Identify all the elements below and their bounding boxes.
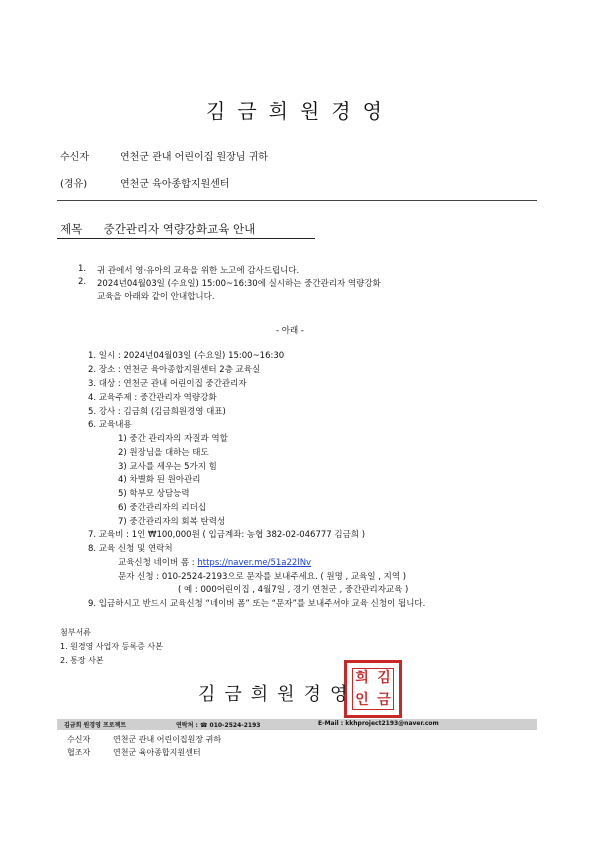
detail-item-9: 9. 입금하시고 반드시 교육신청 “네이버 폼” 또는 “문자”를 보내주셔야 교육 신청이 됩니다. xyxy=(88,599,426,609)
footer-recipient-label: 수신자 xyxy=(67,735,91,744)
footer-cooperator-value: 연천군 육아종합지원센터 xyxy=(113,748,201,757)
via-label: (경유) xyxy=(60,179,88,190)
attachment-item-1: 1. 원경영 사업자 등록증 사본 xyxy=(60,642,163,651)
apply-form-label: 교육신청 네이버 폼 : xyxy=(118,558,198,568)
document-title: 김금희원경영 xyxy=(206,99,394,123)
subject-label: 제목 xyxy=(60,222,83,236)
seal-char-1: 김 xyxy=(377,670,391,686)
content-item-1: 1) 중간 관리자의 자질과 역할 xyxy=(118,434,228,444)
apply-title: 8. 교육 신청 및 연락처 xyxy=(88,544,173,554)
header-divider xyxy=(57,200,537,201)
detail-item-2: 2. 장소 : 연천군 육아종합지원센터 2층 교육실 xyxy=(88,365,261,375)
content-item-6: 6) 중간관리자의 리더십 xyxy=(118,503,207,513)
intro-text-1: 귀 관에서 영·유아의 교육을 위한 노고에 감사드립니다. xyxy=(97,266,300,276)
detail-item-6: 6. 교육내용 xyxy=(88,420,132,430)
intro-num-2: 2. xyxy=(78,277,87,287)
attachments-title: 첨부서류 xyxy=(60,628,91,637)
signature-name: 김금희원경영 xyxy=(198,684,357,705)
footer-recipient-value: 연천군 관내 어린이집원장 귀하 xyxy=(113,735,222,744)
recipient-label: 수신자 xyxy=(60,152,89,163)
recipient-value: 연천군 관내 어린이집 원장님 귀하 xyxy=(120,152,268,163)
sms-line: 문자 신청 : 010-2524-2193으로 문자를 보내주세요. ( 원명 , 교육일 , 지역 ) xyxy=(118,572,407,582)
footer-company: 김금희 원경영 프로젝트 xyxy=(64,722,127,729)
detail-item-4: 4. 교육주제 : 중간관리자 역량강화 xyxy=(88,393,217,403)
content-item-7: 7) 중간관리자의 회복 탄력성 xyxy=(118,517,226,527)
subject-text: 중간관리자 역량강화교육 안내 xyxy=(103,222,256,236)
content-item-3: 3) 교사를 세우는 5가지 힘 xyxy=(118,462,217,472)
detail-item-1: 1. 일시 : 2024년04월03일 (수요일) 15:00~16:30 xyxy=(88,351,285,361)
footer-email: E-Mail : kkhproject2193@naver.com xyxy=(318,720,439,727)
content-item-2: 2) 원장님을 대하는 태도 xyxy=(118,448,209,458)
fee-line: 7. 교육비 : 1인 ₩100,000원 ( 입금계좌: 농협 382-02-046777 김금희 ) xyxy=(88,530,366,540)
detail-item-3: 3. 대상 : 연천군 관내 어린이집 중간관리자 xyxy=(88,379,247,389)
seal-char-2: 금 xyxy=(377,692,391,708)
below-marker: - 아래 - xyxy=(276,326,304,336)
seal-char-3: 희 xyxy=(355,670,369,686)
detail-item-5: 5. 강사 : 김금희 (김금희원경영 대표) xyxy=(88,407,226,417)
via-value: 연천군 육아종합지원센터 xyxy=(120,179,230,190)
intro-text-2: 2024년04월03일 (수요일) 15:00~16:30에 실시하는 중간관리자 역량강화 xyxy=(97,279,381,289)
content-item-4: 4) 차별화 된 원아관리 xyxy=(118,475,201,485)
footer-contact: 연락처 : ☎ 010-2524-2193 xyxy=(176,722,261,729)
naver-form-link[interactable]: https://naver.me/51a22lNv xyxy=(197,558,312,568)
attachment-item-2: 2. 통장 사본 xyxy=(60,656,104,665)
content-item-5: 5) 학부모 상담능력 xyxy=(118,489,190,499)
subject-underline xyxy=(57,238,315,239)
sms-example: ( 예 : 000어린이집 , 4월7일 , 경기 연천군 , 중간관리자교육 ) xyxy=(178,585,409,595)
seal-char-4: 인 xyxy=(355,692,369,708)
footer-contact-bar xyxy=(57,719,537,730)
intro-num-1: 1. xyxy=(78,264,87,274)
subject-line xyxy=(60,221,255,237)
footer-cooperator-label: 협조자 xyxy=(67,748,91,757)
apply-form-line xyxy=(118,556,311,568)
intro-text-3: 교육을 아래와 같이 안내합니다. xyxy=(97,292,215,302)
